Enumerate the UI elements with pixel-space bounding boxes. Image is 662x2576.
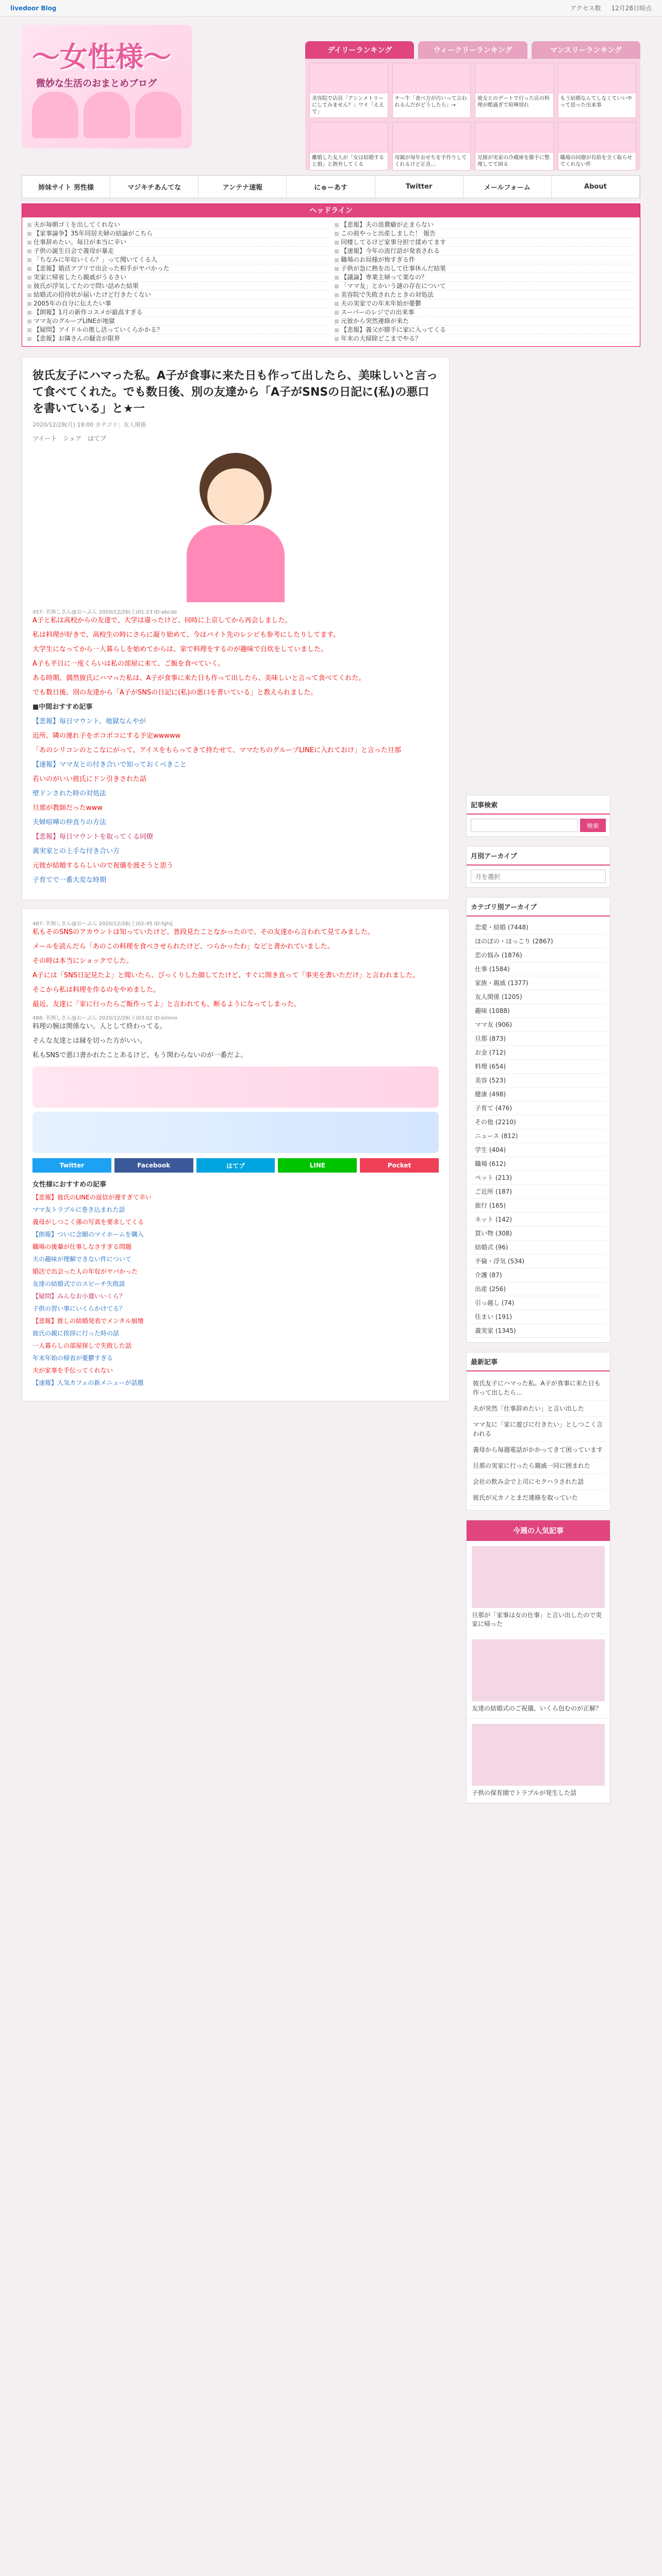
ranking-item[interactable]: 兄嫁が実家の冷蔵庫を勝手に整理してて困る bbox=[475, 122, 554, 171]
recommended-link[interactable]: 婚活で出会った人の年収がヤバかった bbox=[32, 1268, 138, 1275]
site-logo[interactable] bbox=[22, 25, 192, 148]
tab-monthly-ranking[interactable]: マンスリーランキング bbox=[532, 41, 640, 59]
headline-link[interactable]: 子供の誕生日会で義母が暴走 bbox=[26, 247, 328, 256]
hatebu-button[interactable]: はてブ bbox=[88, 435, 107, 442]
category-link[interactable]: 趣味 (1088) bbox=[471, 1004, 606, 1018]
related-link[interactable]: 【悲報】毎日マウントを取ってくる同僚 bbox=[32, 833, 154, 841]
headline-left-list bbox=[26, 221, 328, 343]
headline-link[interactable]: 【疑問】アイドルの推し活っていくらかかる？ bbox=[26, 326, 328, 334]
category-link[interactable]: 恋の悩み (1876) bbox=[471, 948, 606, 962]
paragraph: でも数日後、別の友達から「A子がSNSの日記に(私)の悪口を書いている」と教えられました。 bbox=[32, 689, 318, 697]
category-link[interactable]: 健康 (498) bbox=[471, 1088, 606, 1101]
nav-item-sister-site[interactable]: 姉妹サイト 男性様 bbox=[22, 176, 110, 198]
recent-post-link[interactable]: ママ友に「家に遊びに行きたい」としつこく言われる bbox=[471, 1417, 606, 1442]
related-link[interactable]: 壁ドンされた時の対処法 bbox=[32, 790, 107, 798]
search-input[interactable] bbox=[471, 819, 578, 832]
search-box bbox=[466, 795, 610, 837]
popular-post-thumbnail bbox=[472, 1724, 605, 1786]
ranking-item[interactable]: 離婚した友人が「女は結婚すると損」と熱弁してくる bbox=[309, 122, 388, 171]
category-link[interactable]: 職場 (612) bbox=[471, 1157, 606, 1171]
headline-link[interactable]: 「ママ友」とかいう謎の存在について bbox=[334, 282, 636, 291]
category-link[interactable]: 家族・親戚 (1377) bbox=[471, 976, 606, 990]
recommended-link[interactable]: 友達の結婚式でのスピーチ失敗談 bbox=[32, 1280, 125, 1287]
category-link[interactable]: ネット (142) bbox=[471, 1213, 606, 1227]
category-link[interactable]: その他 (2210) bbox=[471, 1115, 606, 1129]
category-link[interactable]: ご近所 (187) bbox=[471, 1185, 606, 1199]
category-link[interactable]: 不倫・浮気 (534) bbox=[471, 1255, 606, 1268]
paragraph: メールを読んだら「あのこの料理を食べさせられたけど、つらかったわ」などと書かれていました。 bbox=[32, 943, 334, 951]
tab-daily-ranking[interactable]: デイリーランキング bbox=[305, 41, 414, 59]
headline-link[interactable]: ママ友のグループLINEが地獄 bbox=[26, 317, 328, 326]
category-link[interactable]: 出産 (256) bbox=[471, 1282, 606, 1296]
category-link[interactable]: 旅行 (165) bbox=[471, 1199, 606, 1213]
category-link[interactable]: 買い物 (308) bbox=[471, 1227, 606, 1241]
recommended-link[interactable]: 義母がしつこく孫の写真を要求してくる bbox=[32, 1218, 144, 1226]
category-link[interactable]: 結婚式 (96) bbox=[471, 1241, 606, 1255]
recent-posts-title: 最新記事 bbox=[467, 1352, 610, 1371]
ranking-item[interactable]: 母親が毎年おせちを手作りしてくれるけど正直… bbox=[392, 122, 471, 171]
ranking-panel bbox=[305, 41, 640, 170]
headline-link[interactable]: 【悲報】夫の浪費癖が止まらない bbox=[334, 221, 636, 229]
search-button[interactable]: 検索 bbox=[580, 819, 606, 832]
category-link[interactable]: 引っ越し (74) bbox=[471, 1296, 606, 1310]
ranking-thumbnail bbox=[393, 123, 471, 152]
nav-item-news[interactable]: にゅーあす bbox=[287, 176, 375, 198]
category-link[interactable]: 学生 (404) bbox=[471, 1143, 606, 1157]
recommended-link[interactable]: 一人暮らしの部屋探しで失敗した話 bbox=[32, 1342, 132, 1349]
recommended-link[interactable]: 【悲報】彼氏のLINEの返信が遅すぎて辛い bbox=[32, 1194, 152, 1201]
headline-link[interactable]: 実家に帰省したら親戚がうるさい bbox=[26, 273, 328, 282]
related-link[interactable]: 【悲報】毎日マウント、地獄なんやが bbox=[32, 718, 146, 725]
category-link[interactable]: 恋愛・結婚 (7448) bbox=[471, 921, 606, 935]
popular-post[interactable]: 旦那が「家事は女の仕事」と言い出したので実家に帰った bbox=[467, 1541, 610, 1634]
category-link[interactable]: 美容 (523) bbox=[471, 1074, 606, 1088]
recent-post-link[interactable]: 旦那の実家に行ったら親戚一同に囲まれた bbox=[471, 1458, 606, 1474]
category-link[interactable]: 子育て (476) bbox=[471, 1101, 606, 1115]
facebook-share-button[interactable]: Facebook bbox=[114, 1158, 193, 1173]
recommended-heading: 女性様におすすめの記事 bbox=[32, 1181, 107, 1189]
headline-link[interactable]: 元彼から突然連絡が来た bbox=[334, 317, 636, 326]
category-link[interactable]: ほのぼの・ほっこり (2867) bbox=[471, 935, 606, 948]
livedoor-logo[interactable]: livedoor Blog bbox=[10, 4, 57, 12]
section-heading: ■中間おすすめ記事 bbox=[32, 703, 93, 711]
category-link[interactable]: 住まい (191) bbox=[471, 1310, 606, 1324]
popular-post[interactable]: 友達の結婚式のご祝儀、いくら包むのが正解？ bbox=[467, 1634, 610, 1719]
recommended-link[interactable]: 【速報】人気カフェの新メニューが話題 bbox=[32, 1379, 144, 1386]
ranking-thumbnail bbox=[475, 123, 553, 152]
recent-posts-box bbox=[466, 1352, 610, 1511]
ranking-thumbnail bbox=[310, 123, 388, 152]
paragraph: 私もSNSで悪口書かれたことあるけど、もう関わらないのが一番だよ。 bbox=[32, 1052, 247, 1059]
headline-caption: ヘッドライン bbox=[22, 204, 640, 217]
recommended-link[interactable]: 夫の趣味が理解できない件について bbox=[32, 1256, 131, 1263]
ranking-thumbnail bbox=[393, 63, 471, 93]
ranking-item[interactable]: 美容院で店員「アシンメトリーにしてみません？」ワイ「ええで」 bbox=[309, 63, 388, 118]
tweet-button[interactable]: ツイート bbox=[32, 435, 57, 442]
headline-link[interactable]: 【朗報】1月の新作コスメが最高すぎる bbox=[26, 308, 328, 317]
search-box-title: 記事検索 bbox=[467, 795, 610, 815]
paragraph: そこから私は料理を作るのをやめました。 bbox=[32, 986, 160, 994]
recommended-link[interactable]: 【疑問】みんなお小遣いいくら？ bbox=[32, 1293, 126, 1300]
headline-link[interactable]: 【悲報】義父が勝手に家に入ってくる bbox=[334, 326, 636, 334]
line-share-button[interactable]: LINE bbox=[278, 1158, 357, 1173]
related-link[interactable]: 近所、隣の連れ子をボコボコにする予定wwwww bbox=[32, 732, 181, 740]
site-subtitle: 微妙な生活のおまとめブログ bbox=[36, 78, 157, 89]
headline-link[interactable]: 同棲してるけど家事分担で揉めてます bbox=[334, 238, 636, 247]
tab-weekly-ranking[interactable]: ウィークリーランキング bbox=[418, 41, 527, 59]
headline-link[interactable]: 【悲報】婚活アプリで出会った相手がヤバかった bbox=[26, 264, 328, 273]
recommended-link[interactable]: 夫が家事を手伝ってくれない bbox=[32, 1367, 113, 1374]
paragraph: その時は本当にショックでした。 bbox=[32, 957, 133, 965]
category-link[interactable]: ニュース (812) bbox=[471, 1129, 606, 1143]
ranking-thumbnail bbox=[558, 123, 636, 152]
headline-link[interactable]: 【悲報】お隣さんの騒音が限界 bbox=[26, 334, 328, 343]
popular-posts-title: 今週の人気記事 bbox=[467, 1520, 610, 1541]
main-column bbox=[22, 357, 450, 1804]
headline-link[interactable]: 仕事辞めたい。毎日が本当に辛い bbox=[26, 238, 328, 247]
headline-box bbox=[22, 204, 640, 347]
related-link[interactable]: 元彼が結婚するらしいので祝儀を渡そうと思う bbox=[32, 862, 174, 870]
recent-post-link[interactable]: 夫が突然「仕事辞めたい」と言い出した bbox=[471, 1401, 606, 1417]
headline-link[interactable]: 【速報】今年の流行語が発表される bbox=[334, 247, 636, 256]
ranking-thumbnail bbox=[310, 63, 388, 93]
paragraph: 最近、友達に「家に行ったらご飯作ってよ」と言われても、断るようになってしまった。 bbox=[32, 1001, 301, 1008]
paragraph: そんな友達とは縁を切った方がいい。 bbox=[32, 1037, 147, 1045]
headline-link[interactable]: 2005年の自分に伝えたい事 bbox=[26, 299, 328, 308]
article-meta: 2020/12/28(月) 18:00 カテゴリ：友人関係 bbox=[32, 421, 146, 428]
category-link[interactable]: 友人関係 (1205) bbox=[471, 990, 606, 1004]
headline-link[interactable]: 美容院で失敗されたときの対処法 bbox=[334, 291, 636, 299]
recommended-link[interactable]: 【朗報】ついに念願のマイホームを購入 bbox=[32, 1231, 144, 1238]
category-box bbox=[466, 897, 610, 1343]
headline-link[interactable]: 年末の大掃除どこまでやる？ bbox=[334, 334, 636, 343]
paragraph: 私は料理が好きで、高校生の時にさらに凝り始めて、今はバイト先のレシピも参考にしたりしてます。 bbox=[32, 631, 340, 639]
headline-link[interactable]: 【議論】専業主婦って楽なの？ bbox=[334, 273, 636, 282]
nav-item-antenna-sokuho[interactable]: アンテナ速報 bbox=[198, 176, 287, 198]
recommended-link[interactable]: ママ友トラブルに巻き込まれた話 bbox=[32, 1206, 125, 1213]
site-title: 〜女性様〜 bbox=[32, 40, 171, 73]
archive-box-title: 月別アーカイブ bbox=[467, 846, 610, 866]
date-label: 12月28日時点 bbox=[611, 5, 652, 12]
recommended-link[interactable]: 職場の後輩が仕事しなさすぎる問題 bbox=[32, 1243, 132, 1250]
popular-post-thumbnail bbox=[472, 1546, 605, 1608]
hatebu-share-button[interactable]: はてブ bbox=[196, 1158, 275, 1173]
article-title: 彼氏友子にハマった私。A子が食事に来た日も作って出したら、美味しいと言って食べてくれた。でも数日後、別の友達から「A子がSNSの日記に(私)の悪口を書いている」と★一 bbox=[32, 369, 438, 415]
paragraph: A子と私は高校からの友達で、大学は違ったけど、同時に上京してから再会しました。 bbox=[32, 617, 292, 624]
popular-post-thumbnail bbox=[472, 1639, 605, 1701]
nav-item-antenna[interactable]: マジキチあんてな bbox=[110, 176, 198, 198]
nav-item-about[interactable]: About bbox=[552, 176, 640, 198]
paragraph: A子には「SNS日記見たよ」と聞いたら、びっくりした顔してたけど、すぐに開き直って「事実を書いただけ」と言われました。 bbox=[32, 972, 420, 979]
post-number: 488: 名無しさん@おーぷん 2020/12/26(土)03:02 ID:klmno bbox=[32, 1015, 177, 1021]
headline-link[interactable]: 夫の実家での年末年始が憂鬱 bbox=[334, 299, 636, 308]
related-link[interactable]: 旦那が教師だったwww bbox=[32, 804, 103, 812]
headline-right-list bbox=[334, 221, 636, 343]
comments-card bbox=[22, 908, 450, 1401]
related-link[interactable]: 若いのがいい彼氏にドン引きされた話 bbox=[32, 775, 147, 783]
archive-box bbox=[466, 846, 610, 888]
nav-item-twitter[interactable]: Twitter bbox=[375, 176, 464, 198]
top-bar bbox=[0, 0, 662, 16]
headline-link[interactable]: 夫が毎朝ゴミを出してくれない bbox=[26, 221, 328, 229]
headline-link[interactable]: 職場のお局様が怖すぎる件 bbox=[334, 256, 636, 264]
global-nav bbox=[22, 175, 640, 198]
ranking-item[interactable]: チー牛「食べ方が汚いって言われるんだがどうしたら」→ bbox=[392, 63, 471, 118]
ranking-item[interactable]: 彼女とのデートで行った店の料理が酷過ぎて喧嘩別れ bbox=[475, 63, 554, 118]
ranking-thumbnail bbox=[475, 63, 553, 93]
headline-link[interactable]: 子供が急に熱を出して仕事休んだ結果 bbox=[334, 264, 636, 273]
popular-post[interactable]: 子供の保育園でトラブルが発生した話 bbox=[467, 1719, 610, 1803]
related-link[interactable]: 子育てで一番大変な時期 bbox=[32, 876, 107, 884]
category-link[interactable]: 仕事 (1584) bbox=[471, 962, 606, 976]
category-link[interactable]: 介護 (87) bbox=[471, 1268, 606, 1282]
category-link[interactable]: 義実家 (1345) bbox=[471, 1324, 606, 1338]
recent-post-link[interactable]: 彼氏友子にハマった私。A子が食事に来た日も作って出したら… bbox=[471, 1376, 606, 1401]
twitter-share-button[interactable]: Twitter bbox=[32, 1158, 111, 1173]
headline-link[interactable]: 結婚式の招待状が届いたけど行きたくない bbox=[26, 291, 328, 299]
related-link[interactable]: 【速報】ママ友との付き合いで知っておくべきこと bbox=[32, 761, 187, 769]
headline-link[interactable]: 【家事論争】35年同居夫婦の結論がこちら bbox=[26, 229, 328, 238]
post-number: 487: 名無しさん@おーぷん 2020/12/26(土)02:45 ID:fghij bbox=[32, 921, 173, 927]
paragraph: ある時期、偶然彼氏にハマった私は、A子が食事に来た日も作って出したら、美味しいと言って食べてくれた。 bbox=[32, 674, 366, 682]
site-header bbox=[22, 21, 640, 198]
recent-post-link[interactable]: 会社の飲み会で上司にセクハラされた話 bbox=[471, 1474, 606, 1490]
archive-select[interactable]: 月を選択 bbox=[471, 870, 606, 883]
recent-post-link[interactable]: 彼氏が元カノとまだ連絡を取っていた bbox=[471, 1490, 606, 1506]
category-link[interactable]: お金 (712) bbox=[471, 1046, 606, 1060]
access-count-link[interactable]: アクセス数 bbox=[570, 5, 601, 12]
paragraph: 私もそのSNSのアカウントは知っていたけど、普段見たことなかったので、その友達から言われて見てみました。 bbox=[32, 928, 374, 936]
related-link[interactable]: 「あのシリコンのとこなにがって、アイスをもらってきて持たせて、ママたちのグループLINEに入れておけ」と言った旦那 bbox=[32, 747, 401, 754]
share-button[interactable]: シェア bbox=[63, 435, 82, 442]
headline-link[interactable]: 「ちなみに年収いくら？」って聞いてくる人 bbox=[26, 256, 328, 264]
category-link[interactable]: ペット (213) bbox=[471, 1171, 606, 1185]
nav-item-mailform[interactable]: メールフォーム bbox=[464, 176, 552, 198]
recommended-link[interactable]: 子供の習い事にいくらかけてる？ bbox=[32, 1305, 126, 1312]
paragraph: A子も平日に一度くらいは私の部屋に来て、ご飯を食べていく。 bbox=[32, 660, 225, 668]
ranking-item[interactable]: 職場の同僚が有給を全く取らせてくれない件 bbox=[558, 122, 637, 171]
ranking-item[interactable]: もう結婚なんてしなくていいやって思った出来事 bbox=[558, 63, 637, 118]
headline-link[interactable]: この前やっと出産しました！ 報告 bbox=[334, 229, 636, 238]
headline-link[interactable]: 彼氏が浮気してたので問い詰めた結果 bbox=[26, 282, 328, 291]
pocket-share-button[interactable]: Pocket bbox=[360, 1158, 439, 1173]
logo-characters bbox=[32, 92, 181, 138]
recommended-link[interactable]: 年末年始の帰省が憂鬱すぎる bbox=[32, 1354, 113, 1362]
category-link[interactable]: ママ友 (906) bbox=[471, 1018, 606, 1032]
recommended-link[interactable]: 彼氏の親に挨拶に行った時の話 bbox=[32, 1330, 120, 1337]
headline-link[interactable]: スーパーのレジでの出来事 bbox=[334, 308, 636, 317]
recent-post-link[interactable]: 義母から毎週電話がかかってきて困っています bbox=[471, 1442, 606, 1458]
category-box-title: カテゴリ別アーカイブ bbox=[467, 897, 610, 917]
related-link[interactable]: 夫婦喧嘩の仲直りの方法 bbox=[32, 819, 107, 826]
paragraph: 大学生になってから一人暮らしを始めてからは、家で料理をするのが趣味で自炊をしていました。 bbox=[32, 646, 328, 653]
ranking-thumbnail bbox=[558, 63, 636, 93]
category-list bbox=[467, 917, 610, 1342]
woman-covering-mouth-illustration bbox=[158, 448, 313, 602]
sidebar bbox=[466, 357, 610, 1804]
sister-site-banner[interactable] bbox=[32, 1066, 439, 1108]
category-link[interactable]: 旦那 (873) bbox=[471, 1032, 606, 1046]
post-number: 457: 名無しさん@おーぷん 2020/12/26(土)01:23 ID:abcde bbox=[32, 609, 177, 615]
recommended-list bbox=[32, 1193, 439, 1387]
category-link[interactable]: 料理 (654) bbox=[471, 1060, 606, 1074]
recommended-link[interactable]: 【悲報】推しの結婚発表でメンタル崩壊 bbox=[32, 1317, 144, 1325]
share-bar bbox=[32, 1158, 439, 1173]
mens-site-banner[interactable] bbox=[32, 1112, 439, 1153]
popular-posts-box bbox=[466, 1520, 610, 1804]
paragraph: 料理の腕は関係ない。人として終わってる。 bbox=[32, 1023, 167, 1030]
article-card bbox=[22, 357, 450, 900]
related-link[interactable]: 義実家との上手な付き合い方 bbox=[32, 848, 120, 855]
